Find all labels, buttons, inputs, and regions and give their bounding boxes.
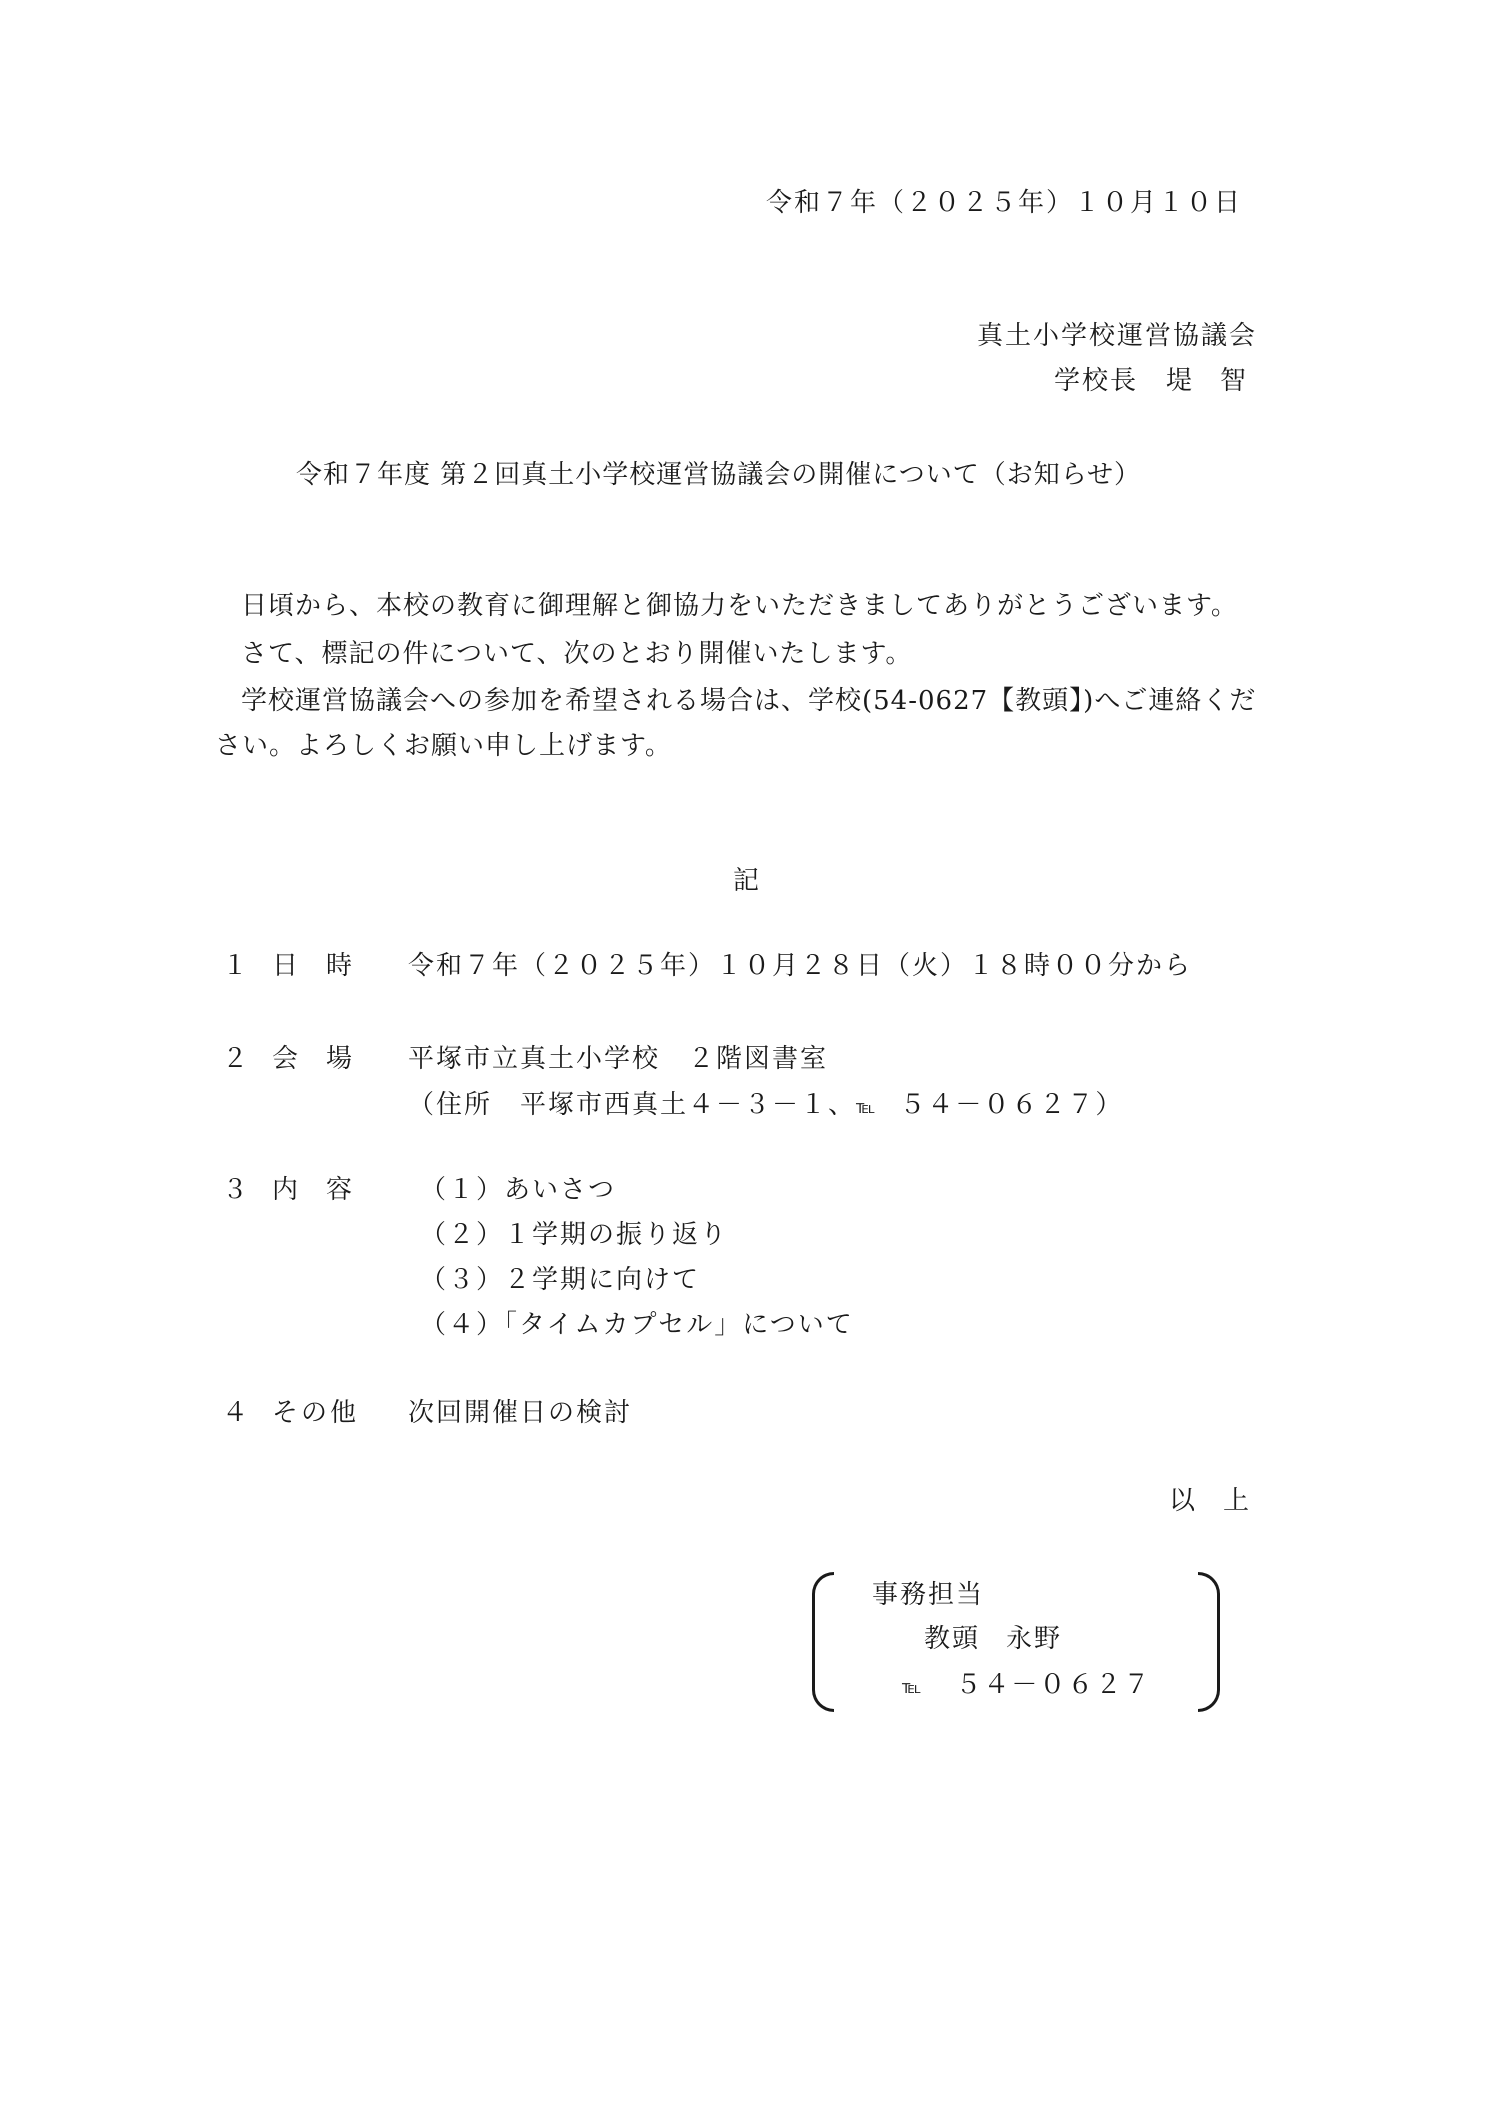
item-2-value: 平塚市立真土小学校 ２階図書室 [408, 1044, 829, 1074]
principal-name-given: 智 [1219, 366, 1248, 396]
contact-person [924, 1626, 1062, 1652]
item-1-label: 日時 [272, 951, 381, 981]
principal-signature [1054, 368, 1248, 394]
principal-title: 学校長 [1053, 366, 1138, 396]
item-2-address [408, 1092, 1123, 1118]
item-4-number: ４ [222, 1398, 249, 1428]
item-1-number: １ [222, 951, 249, 981]
tel-icon: ℡ [856, 1097, 876, 1118]
contact-tel-number: ５４－０６２７ [955, 1670, 1152, 1700]
document-subject: 令和７年度 第２回真土小学校運営協議会の開催について（お知らせ） [296, 460, 1141, 490]
organization-name: 真土小学校運営協議会 [976, 321, 1257, 351]
body-paragraph-3-line-1: 学校運営協議会への参加を希望される場合は、学校(54-0627【教頭】)へご連絡くだ [241, 686, 1257, 716]
contact-phone [902, 1672, 1151, 1698]
item-2-number: ２ [222, 1044, 249, 1074]
principal-name-family: 堤 [1165, 366, 1194, 396]
item-4-label: その他 [272, 1398, 360, 1428]
item-3-subitem-4: （４）「タイムカプセル」について [420, 1310, 854, 1340]
item-3-label: 内容 [272, 1175, 381, 1205]
ki-heading: 記 [733, 866, 760, 896]
tel-icon: ℡ [902, 1677, 922, 1698]
contact-box [812, 1572, 1220, 1712]
item-3-subitem-2: （２）１学期の振り返り [420, 1220, 729, 1250]
document-date: 令和７年（２０２５年）１０月１０日 [765, 188, 1242, 218]
item-2-address-prefix: （住所 平塚市西真土４－３－１、 [408, 1090, 857, 1120]
item-3-subitem-1: （１）あいさつ [420, 1175, 617, 1205]
right-bracket [1198, 1572, 1220, 1712]
contact-role: 教頭 [924, 1624, 981, 1654]
item-3-number: ３ [222, 1175, 249, 1205]
item-2-address-suffix: ５４－０６２７） [899, 1090, 1124, 1120]
contact-heading: 事務担当 [872, 1580, 985, 1610]
left-bracket [812, 1572, 834, 1712]
item-2-label: 会場 [272, 1044, 381, 1074]
item-1-value: 令和７年（２０２５年）１０月２８日（火）１８時００分から [408, 951, 1193, 981]
item-4-value: 次回開催日の検討 [408, 1398, 633, 1428]
body-paragraph-1: 日頃から、本校の教育に御理解と御協力をいただきましてありがとうございます。 [241, 591, 1238, 621]
body-paragraph-2: さて、標記の件について、次のとおり開催いたします。 [241, 639, 913, 669]
contact-name: 永野 [1006, 1624, 1063, 1654]
closing-mark: 以上 [1168, 1486, 1277, 1516]
body-paragraph-3-line-2: さい。よろしくお願い申し上げます。 [215, 731, 672, 761]
item-3-subitem-3: （３）２学期に向けて [420, 1265, 701, 1295]
